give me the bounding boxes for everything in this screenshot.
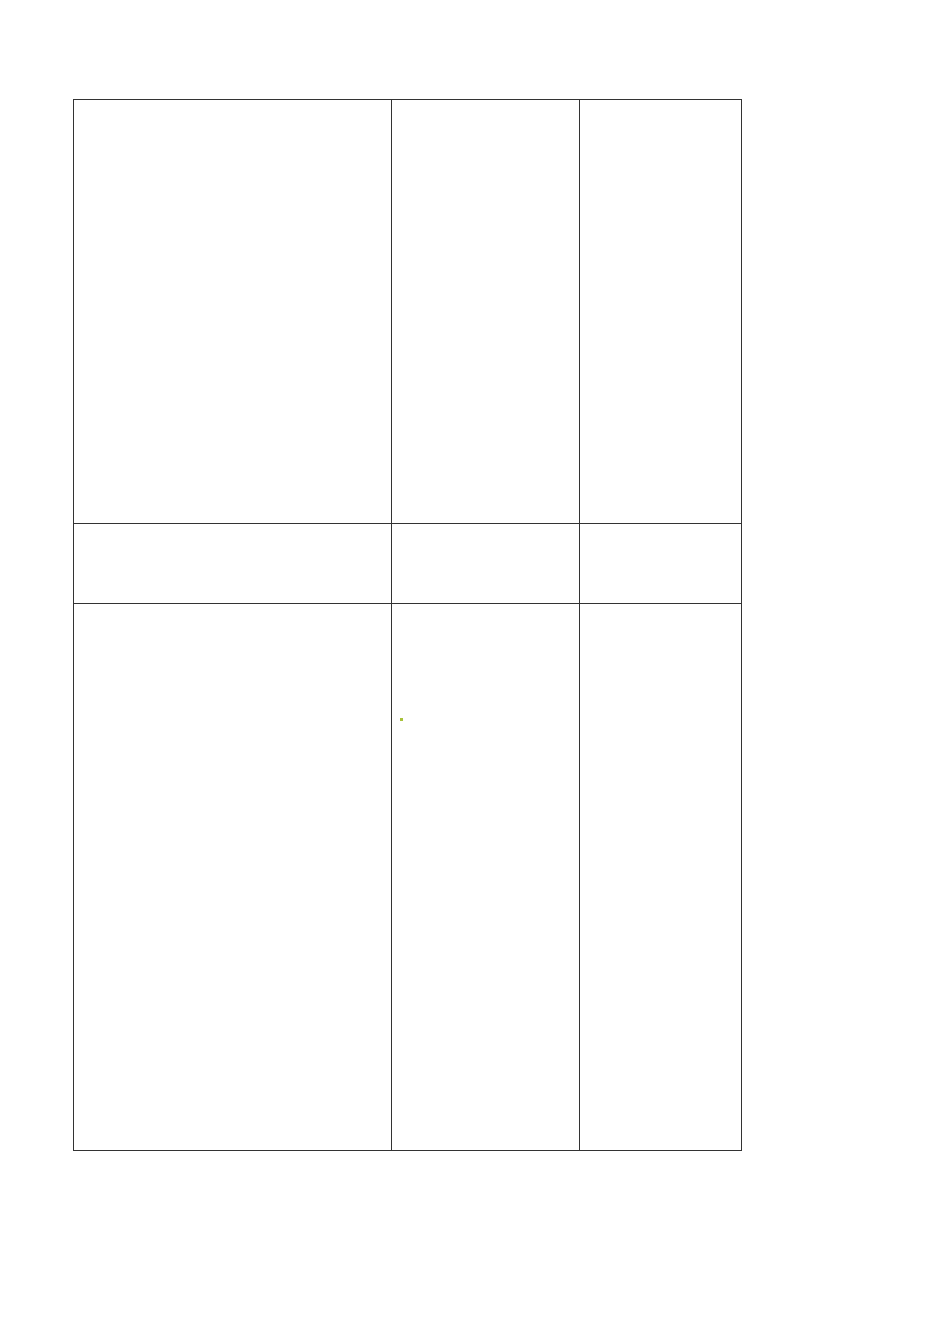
table-border-top	[73, 99, 742, 100]
lesson-table	[73, 99, 742, 1151]
table-border-bottom	[73, 1150, 742, 1151]
table-col-divider	[579, 99, 580, 1151]
annotation-mark	[400, 718, 403, 721]
table-row-divider	[73, 603, 742, 604]
table-border-left	[73, 99, 74, 1151]
table-col-divider	[391, 99, 392, 1151]
table-border-right	[741, 99, 742, 1151]
table-row-divider	[73, 523, 742, 524]
